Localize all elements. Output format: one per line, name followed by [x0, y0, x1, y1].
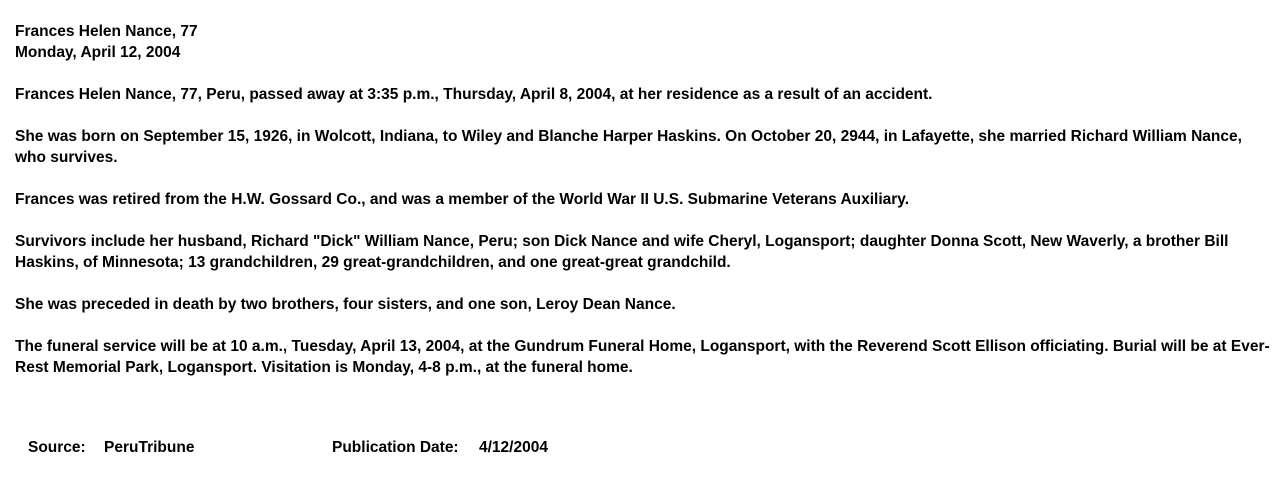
paragraph-funeral: The funeral service will be at 10 a.m., Tuesday, April 13, 2004, at the Gundrum Funeral Home, Logansport, with the Reverend Scott Ellison officiating. Burial will be at Ever-Rest Memorial Park, Logansport. Visitation is Monday, 4-8 p.m., at the funeral home.: [15, 338, 1270, 376]
paragraph-preceded: She was preceded in death by two brothers, four sisters, and one son, Leroy Dean Nance.: [15, 296, 676, 313]
paragraph-career: Frances was retired from the H.W. Gossard Co., and was a member of the World War II U.S. Submarine Veterans Auxiliary.: [15, 191, 910, 208]
paragraph-birth-marriage: She was born on September 15, 1926, in Wolcott, Indiana, to Wiley and Blanche Harper Haskins. On October 20, 2944, in Lafayette, she married Richard William Nance, who survives.: [15, 128, 1242, 166]
publication-date-value: 4/12/2004: [479, 439, 548, 456]
paragraph-death-notice: Frances Helen Nance, 77, Peru, passed away at 3:35 p.m., Thursday, April 8, 2004, at her residence as a result of an accident.: [15, 86, 933, 103]
paragraph-survivors: Survivors include her husband, Richard "Dick" William Nance, Peru; son Dick Nance and wife Cheryl, Logansport; daughter Donna Scott, New Waverly, a brother Bill Haskins, of Minnesota; 13 grandchildren, 29 great-grandchildren, and one great-great grandchild.: [15, 233, 1229, 271]
obituary-article: [15, 21, 1270, 378]
source-value: PeruTribune: [104, 439, 195, 456]
source-label: Source:: [28, 439, 86, 456]
obituary-title: Frances Helen Nance, 77: [15, 23, 198, 40]
obituary-date: Monday, April 12, 2004: [15, 44, 181, 61]
publication-date-label: Publication Date:: [332, 439, 459, 456]
